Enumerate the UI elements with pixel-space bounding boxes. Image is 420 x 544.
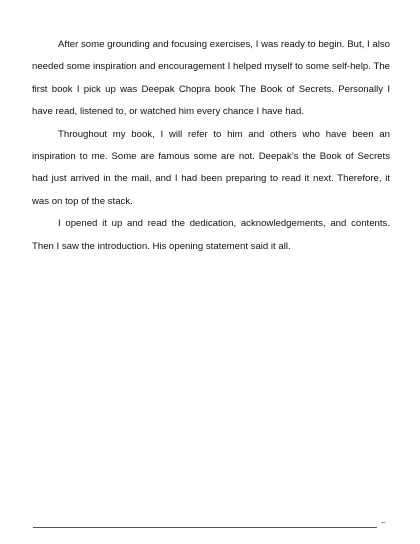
paragraph-1: After some grounding and focusing exercises, I was ready to begin. But, I also needed some inspiration and encouragement I helped myself to some self-help. The first book I pick up was Deepak Chopra book The Book of Secrets. Personally I have read, listened to, or watched him every chance I have had. — [32, 39, 390, 118]
paragraph-3: I opened it up and read the dedication, acknowledgements, and contents. Then I saw the introduction. His opening statement said it all. — [32, 218, 390, 252]
footer-mark: – — [381, 518, 386, 527]
footer-rule — [33, 527, 377, 528]
paragraph-2: Throughout my book, I will refer to him and others who have been an inspiration to me. Some are famous some are not. Deepak’s the Book of Secrets had just arrived in the mail, and I had been preparing to read it next. Therefore, it was on top of the stack. — [32, 128, 390, 207]
body-text — [32, 34, 390, 258]
